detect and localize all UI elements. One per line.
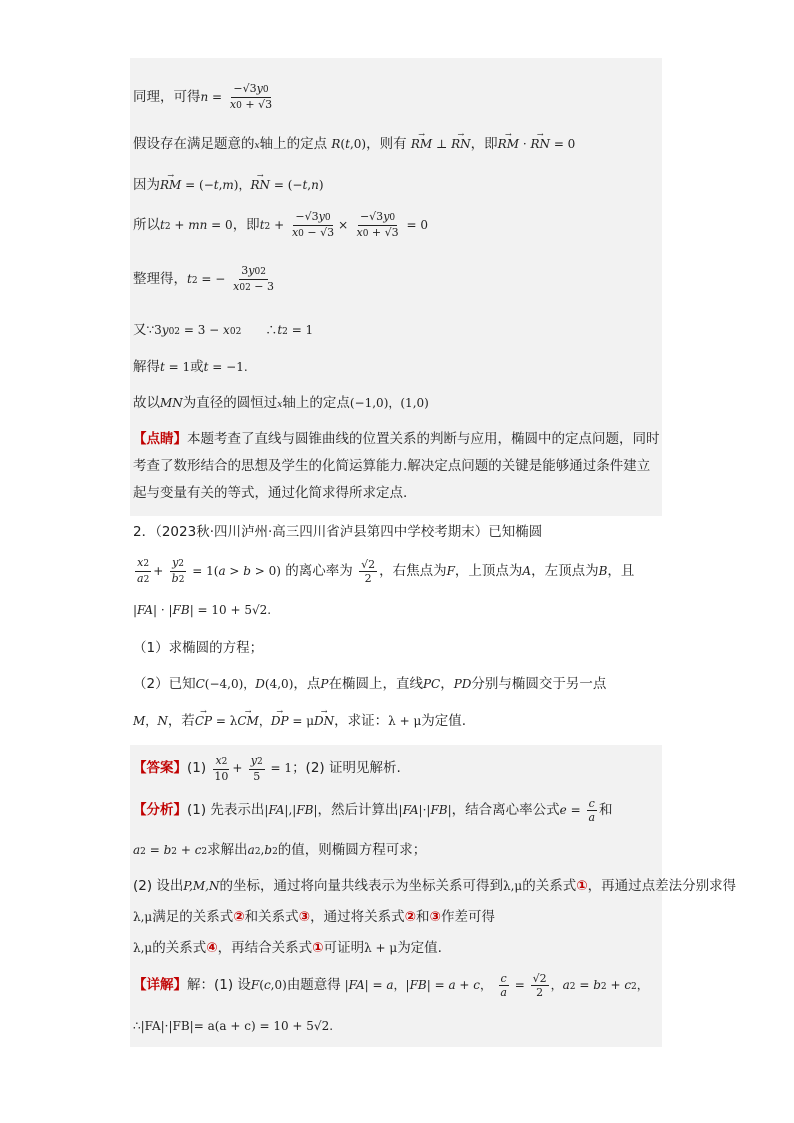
line-because: 因为→ RM = (−t,m)，→ RN = (−t,n) [133, 175, 324, 195]
question-2-cont: M，N，若→ CP = λ→ CM，→ DP = μ→ DN，求证：λ + μ为定值. [133, 711, 466, 731]
comment-tag: 【点睛】 [133, 431, 187, 447]
line-same-reason: 同理，可得n = $\frac{-√3y0}{x0 + √3}$ [133, 81, 273, 111]
problem-header: 2．（2023秋·四川泸州·高三四川省泸县第四中学校考期末）已知椭圆 [133, 524, 543, 540]
problem-product: |FA| · |FB| = 10 + 5√2. [133, 603, 272, 617]
question-2: （2）已知C(−4,0)，D(4,0)，点P在椭圆上，直线PC，PD分别与椭圆交于另一点 [133, 676, 607, 692]
analysis-line-3: (2) 设出P,M,N的坐标，通过将向量共线表示为坐标关系可得到λ,μ的关系式①，再通过点差法分别求得 [133, 878, 737, 894]
line-conclusion: 故以MN为直径的圆恒过x轴上的定点(−1,0)，(1,0) [133, 395, 429, 411]
analysis-line-5: λ,μ的关系式④，再结合关系式①可证明λ + μ为定值. [133, 940, 442, 956]
analysis-line-4: λ,μ满足的关系式②和关系式③，通过将关系式②和③作差可得 [133, 909, 495, 925]
line-assume: 假设存在满足题意的x轴上的定点 R(t,0)，则有 → RM ⊥ → RN，即→ RM · → RN = 0 [133, 134, 575, 156]
analysis-line-2: a2 = b2 + c2求解出a2,b2的值，则椭圆方程可求； [133, 842, 427, 858]
line-simplify: 整理得，t2 = − $\frac{3y02}{x02 - 3}$ [133, 263, 275, 293]
analysis-line-1: 【分析】(1) 先表示出|FA|,|FB|，然后计算出|FA|·|FB|，结合离心率公式e = $\frac{c}{a}$ 和 [133, 796, 613, 824]
detail-line-1: 【详解】解：(1) 设F(c,0)由题意得 |FA| = a，|FB| = a + c， $\frac{c}{a}$ = $\frac{√2}{2}$ ，a2 = b2 + c2， [133, 971, 649, 999]
problem-ellipse-line: $\frac{x2}{a2}$ + $\frac{y2}{b2}$ = 1(a > b > 0) 的离心率为 $\frac{√2}{2}$ ，右焦点为F，上顶点为A，左顶点为B，且 [137, 555, 635, 585]
detail-line-2: ∴|FA|·|FB|= a(a + c) = 10 + 5√2. [133, 1019, 334, 1033]
line-so: 所以t2 + mn = 0，即t2 + $\frac{-√3y0}{x0 - √3}$ × $\frac{-√3y0}{x0 + √3}$ = 0 [133, 209, 428, 239]
question-1: （1）求椭圆的方程； [133, 640, 264, 656]
answer-line: 【答案】(1) $\frac{x2}{10}$ + $\frac{y2}{5}$ = 1；(2) 证明见解析. [133, 753, 401, 783]
line-also: 又∵3y02 = 3 − x02 ∴t2 = 1 [133, 322, 314, 338]
comment-paragraph: 【点睛】本题考查了直线与圆锥曲线的位置关系的判断与应用，椭圆中的定点问题，同时考查了数形结合的思想及学生的化简运算能力.解决定点问题的关键是能够通过条件建立起与变量有关的等式，通过化简求得所求定点. [133, 431, 660, 501]
line-solve: 解得t = 1或t = −1. [133, 359, 248, 375]
